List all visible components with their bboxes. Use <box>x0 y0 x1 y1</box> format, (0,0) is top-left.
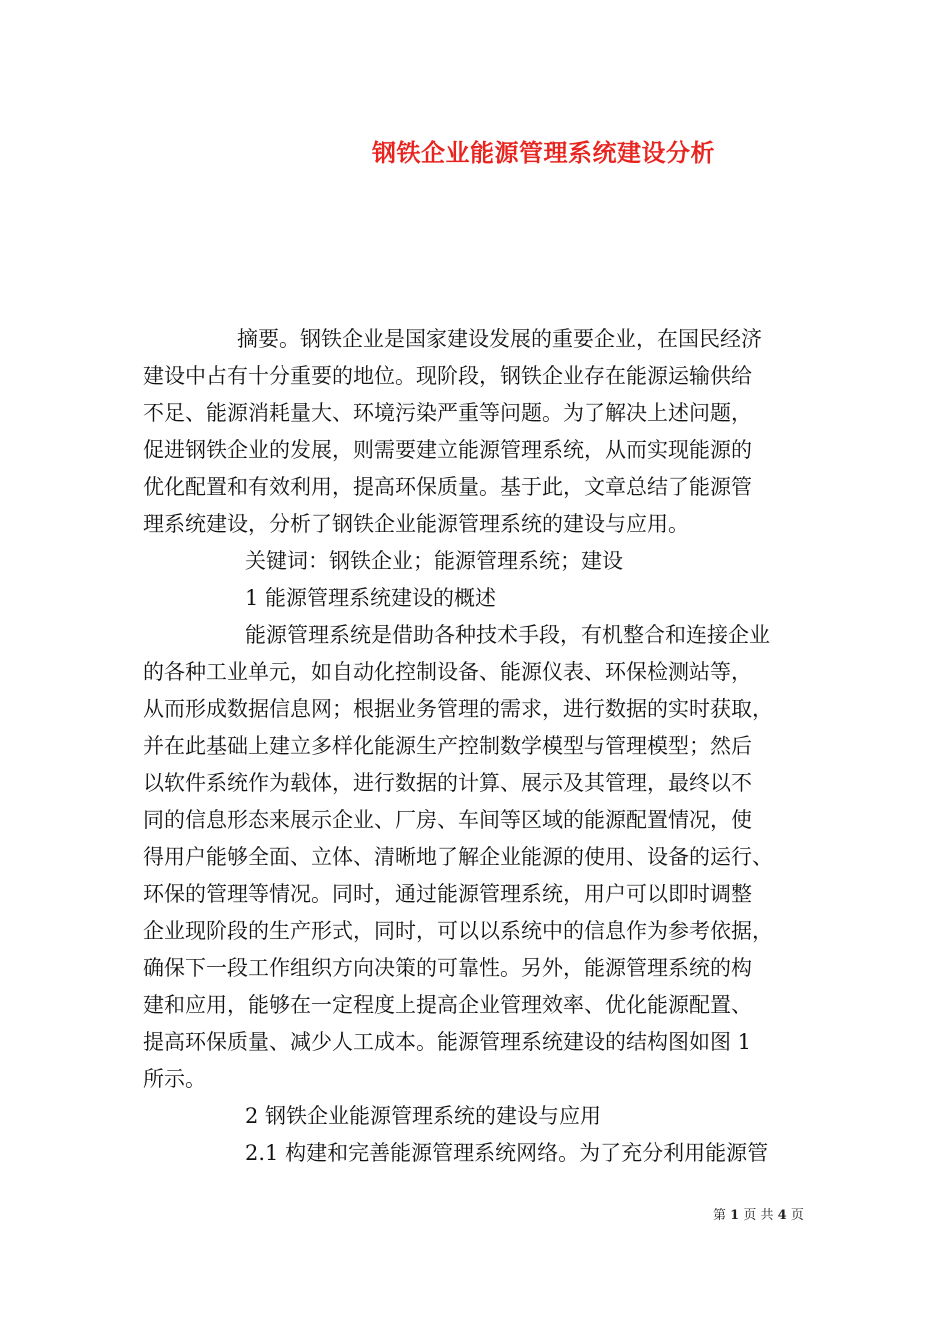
body-line-6: 同的信息形态来展示企业、厂房、车间等区域的能源配置情况，使 <box>143 808 752 832</box>
keywords-line: 关键词：钢铁企业；能源管理系统；建设 <box>245 549 623 573</box>
body-line-13: 所示。 <box>143 1067 206 1091</box>
body-line-2: 的各种工业单元，如自动化控制设备、能源仪表、环保检测站等， <box>143 660 752 684</box>
body-line-12: 提高环保质量、减少人工成本。能源管理系统建设的结构图如图 1 <box>143 1030 752 1054</box>
document-title: 钢铁企业能源管理系统建设分析 <box>372 138 715 167</box>
body-line-11: 建和应用，能够在一定程度上提高企业管理效率、优化能源配置、 <box>143 993 752 1017</box>
footer-page-number: 1 <box>730 1208 740 1223</box>
footer-total-pages: 4 <box>777 1208 787 1223</box>
body-line-3: 从而形成数据信息网；根据业务管理的需求，进行数据的实时获取， <box>143 697 773 721</box>
abstract-line-6: 理系统建设，分析了钢铁企业能源管理系统的建设与应用。 <box>143 512 689 536</box>
section-2-1-line: 2.1 构建和完善能源管理系统网络。为了充分利用能源管 <box>245 1141 769 1165</box>
abstract-line-4: 促进钢铁企业的发展，则需要建立能源管理系统，从而实现能源的 <box>143 438 752 462</box>
body-line-5: 以软件系统作为载体，进行数据的计算、展示及其管理，最终以不 <box>143 771 752 795</box>
body-line-9: 企业现阶段的生产形式，同时，可以以系统中的信息作为参考依据， <box>143 919 773 943</box>
abstract-line-5: 优化配置和有效利用，提高环保质量。基于此，文章总结了能源管 <box>143 475 752 499</box>
page-footer <box>713 1204 804 1223</box>
footer-mid: 页 共 <box>743 1208 774 1223</box>
body-line-10: 确保下一段工作组织方向决策的可靠性。另外，能源管理系统的构 <box>143 956 752 980</box>
abstract-line-3: 不足、能源消耗量大、环境污染严重等问题。为了解决上述问题， <box>143 401 752 425</box>
body-line-7: 得用户能够全面、立体、清晰地了解企业能源的使用、设备的运行、 <box>143 845 773 869</box>
body-line-8: 环保的管理等情况。同时，通过能源管理系统，用户可以即时调整 <box>143 882 752 906</box>
section-2-heading: 2 钢铁企业能源管理系统的建设与应用 <box>245 1104 602 1128</box>
footer-suffix: 页 <box>790 1208 804 1223</box>
abstract-line-1: 摘要。钢铁企业是国家建设发展的重要企业，在国民经济 <box>237 327 762 351</box>
body-line-1: 能源管理系统是借助各种技术手段，有机整合和连接企业 <box>245 623 770 647</box>
abstract-line-2: 建设中占有十分重要的地位。现阶段，钢铁企业存在能源运输供给 <box>143 364 752 388</box>
footer-prefix: 第 <box>713 1208 727 1223</box>
section-1-heading: 1 能源管理系统建设的概述 <box>245 586 497 610</box>
body-line-4: 并在此基础上建立多样化能源生产控制数学模型与管理模型；然后 <box>143 734 752 758</box>
